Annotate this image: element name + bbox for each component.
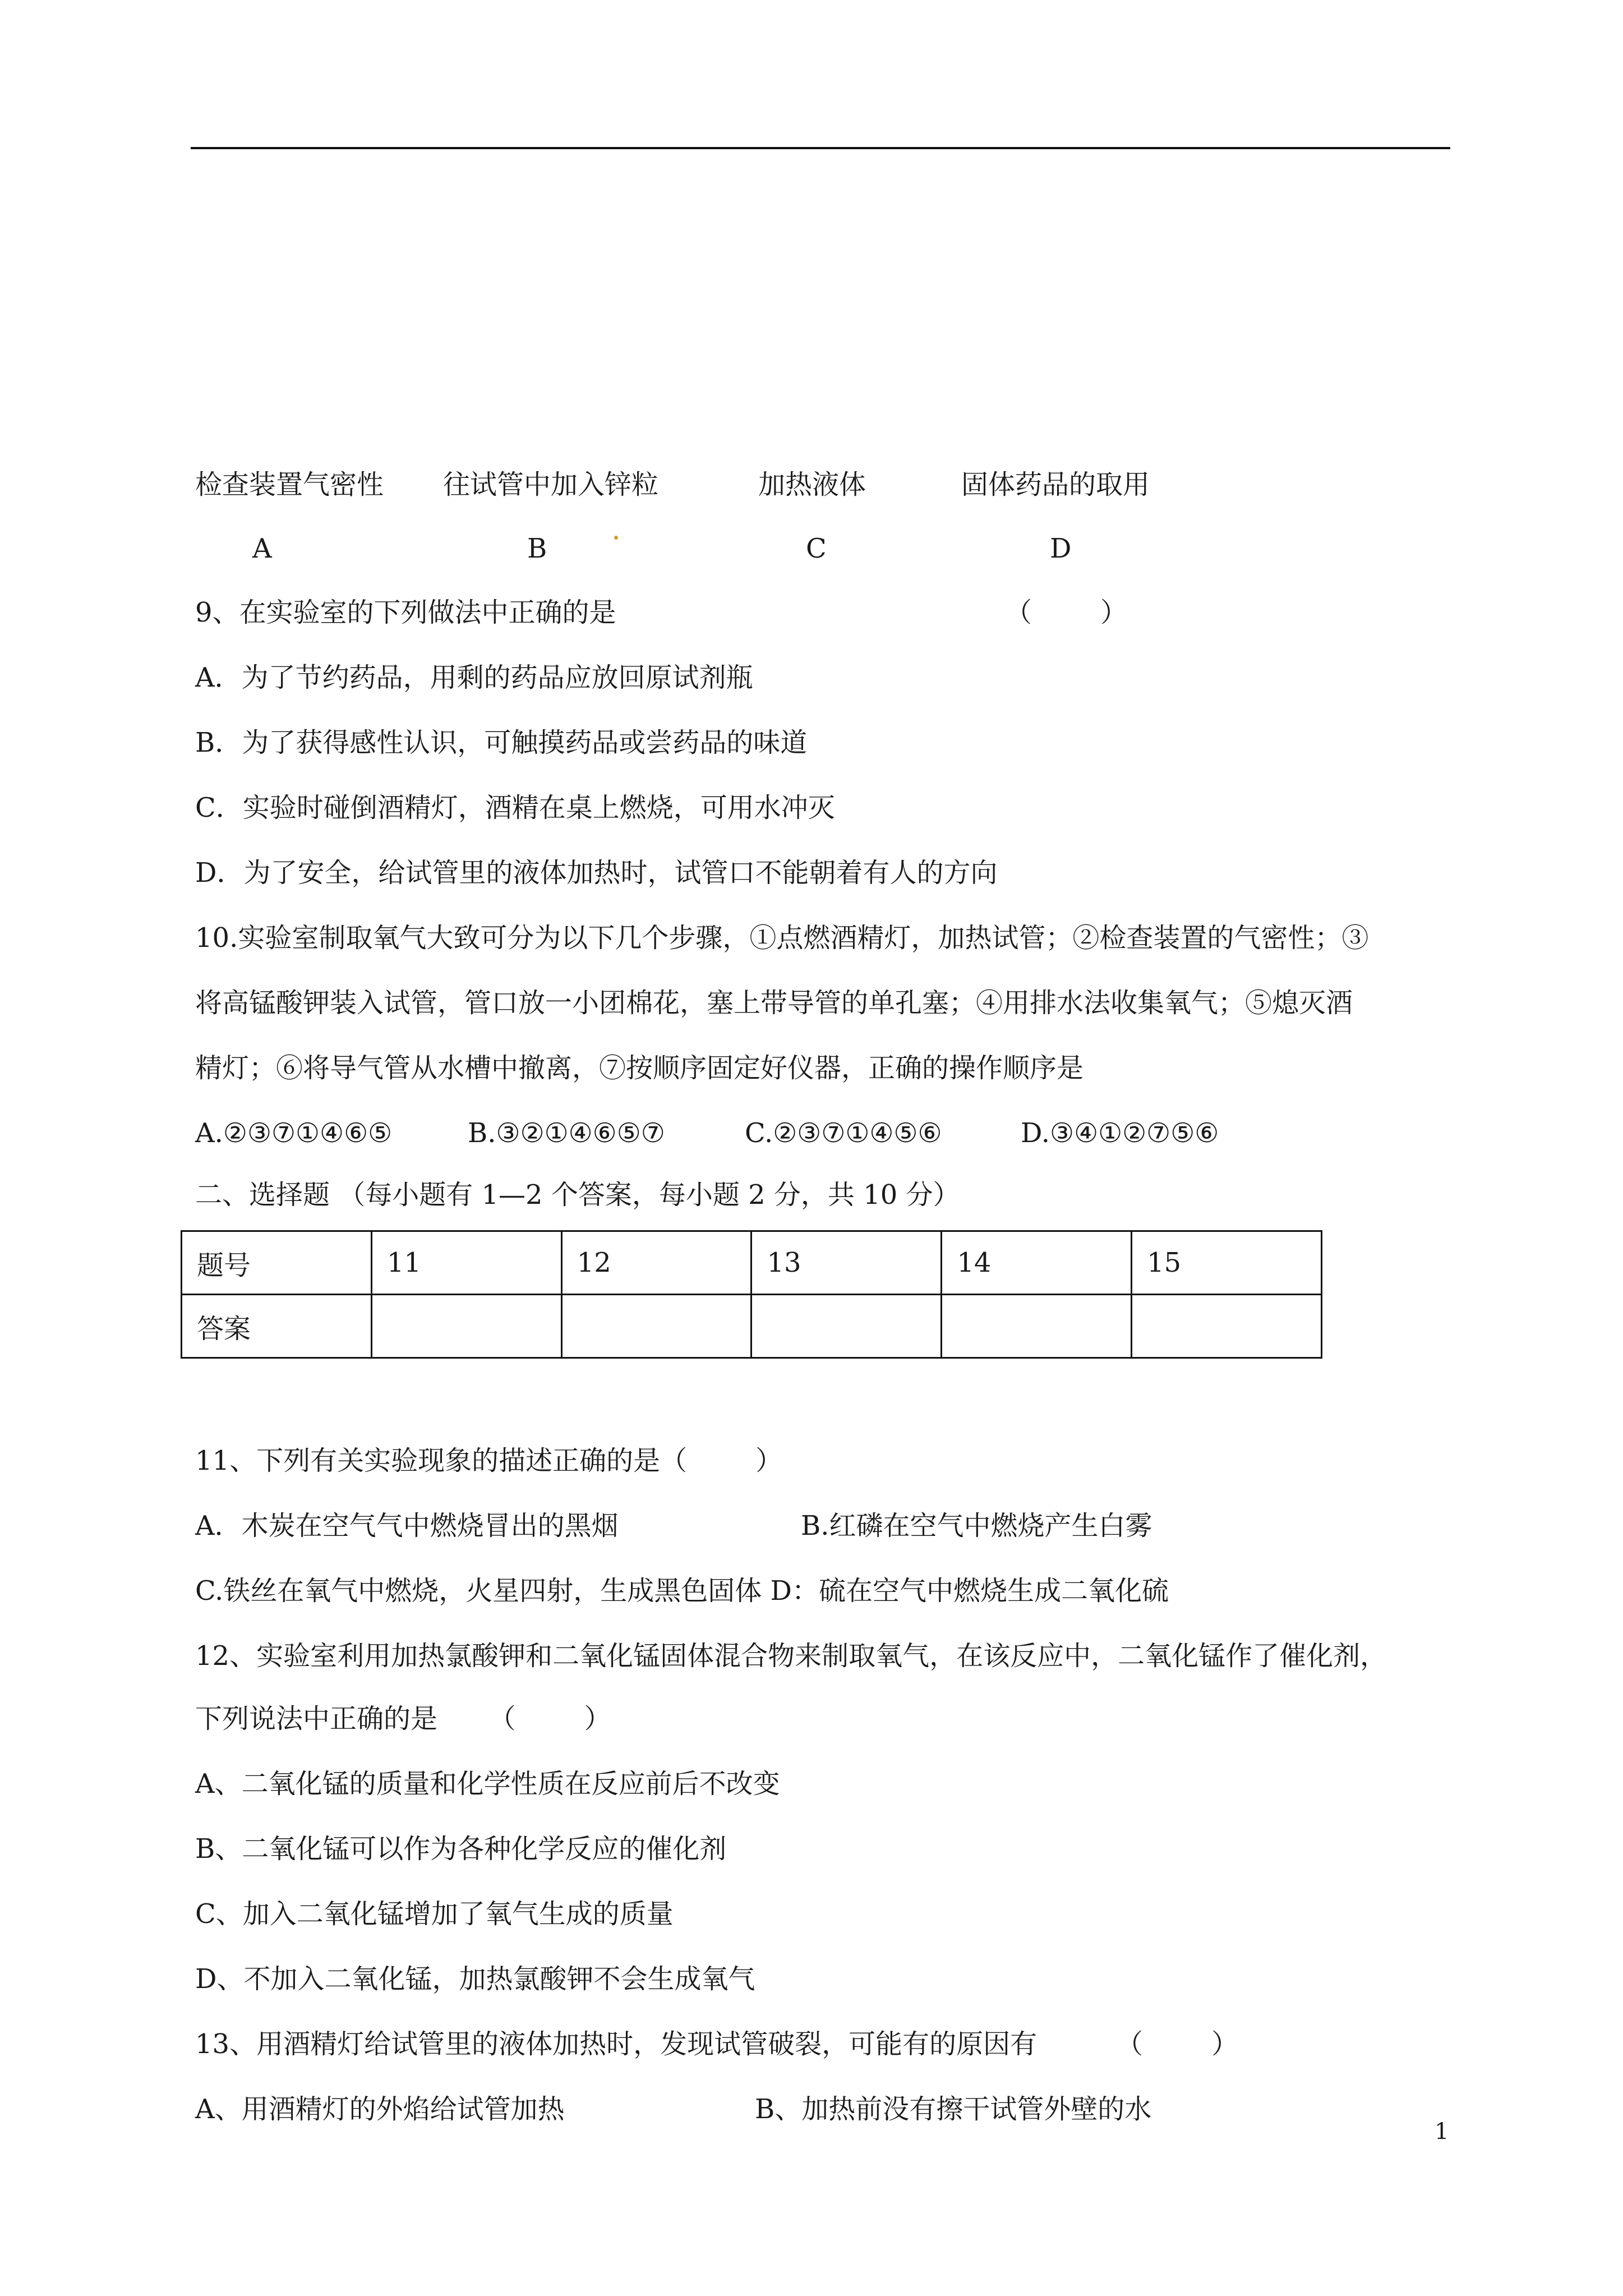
- table-row: [182, 1295, 1322, 1358]
- q9-stem: 9、在实验室的下列做法中正确的是: [195, 597, 616, 628]
- table-cell: 13: [751, 1231, 942, 1295]
- q13-bracket: （ ）: [1116, 2028, 1239, 2060]
- caption-d: 固体药品的取用: [961, 469, 1150, 500]
- q11-option-cd: C.铁丝在氧气中燃烧，火星四射，生成黑色固体 D：硫在空气中燃烧生成二氧化硫: [195, 1575, 1169, 1607]
- section-2-title: 二、选择题 （每小题有 1—2 个答案，每小题 2 分，共 10 分）: [195, 1179, 960, 1211]
- table-cell: 答案: [182, 1295, 372, 1358]
- table-cell: 11: [371, 1231, 561, 1295]
- q9-option-d: D．为了安全，给试管里的液体加热时，试管口不能朝着有人的方向: [195, 857, 998, 889]
- q9-option-c: C．实验时碰倒酒精灯，酒精在桌上燃烧，可用水冲灭: [195, 792, 835, 823]
- q12-option-a: A、二氧化锰的质量和化学性质在反应前后不改变: [195, 1768, 780, 1800]
- q13-option-a: A、用酒精灯的外焰给试管加热: [195, 2093, 565, 2125]
- q11-option-b: B.红磷在空气中燃烧产生白雾: [801, 1510, 1152, 1542]
- caption-b: 往试管中加入锌粒: [443, 469, 659, 500]
- q12-option-b: B、二氧化锰可以作为各种化学反应的催化剂: [195, 1833, 727, 1865]
- answer-cell[interactable]: [561, 1295, 751, 1358]
- figure-letter-a: A: [252, 533, 272, 564]
- answer-cell[interactable]: [942, 1295, 1132, 1358]
- table-cell: 12: [561, 1231, 751, 1295]
- q12-option-d: D、不加入二氧化锰，加热氯酸钾不会生成氧气: [195, 1963, 755, 1995]
- q13-stem: 13、用酒精灯给试管里的液体加热时，发现试管破裂，可能有的原因有: [195, 2028, 1038, 2060]
- q9-option-b: B．为了获得感性认识，可触摸药品或尝药品的味道: [195, 727, 808, 758]
- q9-bracket: （ ）: [1005, 597, 1128, 628]
- q10-option-a: A.②③⑦①④⑥⑤: [195, 1117, 393, 1149]
- table-cell: 14: [942, 1231, 1132, 1295]
- answer-cell[interactable]: [1132, 1295, 1322, 1358]
- answer-cell[interactable]: [371, 1295, 561, 1358]
- table-cell: 15: [1132, 1231, 1322, 1295]
- table-cell: 题号: [182, 1231, 372, 1295]
- q10-option-d: D.③④①②⑦⑤⑥: [1021, 1117, 1219, 1149]
- stray-dot: [614, 536, 618, 540]
- header-rule: [191, 147, 1450, 149]
- figure-letter-b: B: [527, 533, 547, 564]
- caption-c: 加热液体: [758, 469, 866, 500]
- q11-stem: 11、下列有关实验现象的描述正确的是（ ）: [195, 1445, 783, 1476]
- q13-option-b: B、加热前没有擦干试管外壁的水: [755, 2093, 1152, 2125]
- figure-letter-d: D: [1050, 533, 1072, 564]
- q9-option-a: A．为了节约药品，用剩的药品应放回原试剂瓶: [195, 662, 753, 693]
- answer-table: [181, 1230, 1322, 1359]
- q12-line-2: 下列说法中正确的是 （ ）: [195, 1703, 611, 1734]
- answer-cell[interactable]: [751, 1295, 942, 1358]
- q11-option-a: A．木炭在空气气中燃烧冒出的黑烟: [195, 1510, 619, 1542]
- q10-line-1: 10.实验室制取氧气大致可分为以下几个步骤，①点燃酒精灯，加热试管；②检查装置的气密性；③: [195, 922, 1369, 954]
- figure-letter-c: C: [806, 533, 827, 564]
- caption-a: 检查装置气密性: [195, 469, 384, 500]
- q10-line-3: 精灯；⑥将导气管从水槽中撤离，⑦按顺序固定好仪器，正确的操作顺序是: [195, 1052, 1084, 1084]
- q10-option-c: C.②③⑦①④⑤⑥: [745, 1117, 942, 1149]
- q12-line-1: 12、实验室利用加热氯酸钾和二氧化锰固体混合物来制取氧气，在该反应中，二氧化锰作了催化剂，: [195, 1640, 1387, 1672]
- q12-option-c: C、加入二氧化锰增加了氧气生成的质量: [195, 1898, 674, 1930]
- table-row: [182, 1231, 1322, 1295]
- q10-option-b: B.③②①④⑥⑤⑦: [468, 1117, 665, 1149]
- page-number: 1: [1435, 2119, 1449, 2145]
- q10-line-2: 将高锰酸钾装入试管，管口放一小团棉花，塞上带导管的单孔塞；④用排水法收集氧气；⑤熄灭酒: [195, 987, 1353, 1019]
